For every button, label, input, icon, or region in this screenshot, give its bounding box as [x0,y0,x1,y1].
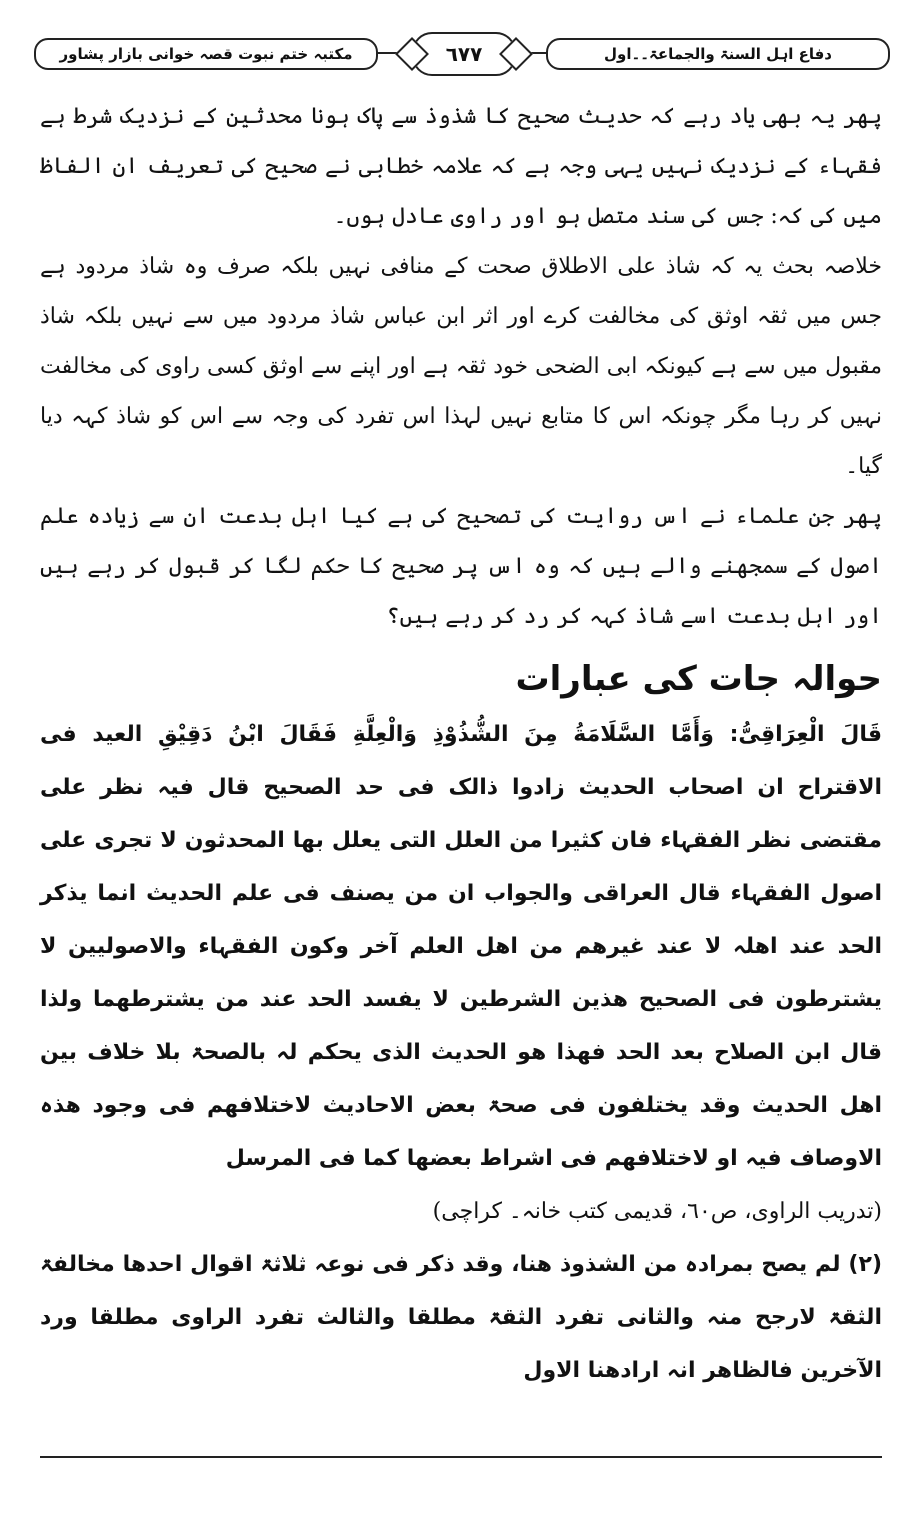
page-number-badge [412,32,516,76]
paragraph-sharth-shudhudh: پھر یہ بھی یاد رہے کہ حدیث صحیح کا شذوذ سے پاک ہونا محدثین کے نزدیک شرط ہے فقہاء کے نزدیک نہیں یہی وجہ ہے کہ علامہ خطابی نے صحیح کی تعریف ان الفاظ میں کی کہ: جس کی سند متصل ہو اور راوی عادل ہوں۔ [40,104,882,229]
page-number: ٦٧٧ [445,42,483,66]
page-header [34,32,890,82]
arabic-quote-iraqi: قَالَ الْعِرَاقِیُّ: وَأَمَّا السَّلَامَةُ مِنَ الشُّذُوْذِ وَالْعِلَّةِ فَقَالَ ابْنُ دَقِیْقِ العید فی الاقتراح ان اصحاب الحدیث زادوا ذالک فی حد الصحیح قال فیہ نظر علی مقتضی نظر الفقہاء فان کثیرا من العلل التی یعلل بھا المحدثون لا تجری علی اصول الفقہاء قال العراقی والجواب ان من یصنف فی علم الحدیث انما یذکر الحد عند اھلہ لا عند غیرھم من اھل العلم آخر وکون الفقہاء والاصولیین لا یشترطون فی الصحیح ھذین الشرطین لا یفسد الحد عند من یشترطھما ولذا قال ابن الصلاح بعد الحد فھذا ھو الحدیث الذی یحکم لہ بالصحۃ بلا خلاف بین اھل الحدیث وقد یختلفون فی صحۃ بعض الاحادیث لاختلافھم فی وجود ھذہ الاوصاف فیہ او لاختلافھم فی اشراط بعضھا کما فی المرسل [40,722,882,1171]
book-title: دفاع اہل السنۃ والجماعۃ۔۔اول [546,38,890,70]
arabic-quote-shudhudh: (٢) لم یصح بمرادہ من الشذوذ ھنا، وقد ذکر فی نوعہ ثلاثۃ اقوال احدھا مخالفۃ الثقۃ لارجح منہ والثانی تفرد الثقۃ مطلقا والثالث تفرد الراوی مطلقا ورد الآخرین فالظاھر انہ ارادھنا الاول [40,1252,882,1383]
footer-rule [40,1456,882,1458]
paragraph-ulama-tasheeh: پھر جن علماء نے اس روایت کی تصحیح کی ہے کیا اہل بدعت ان سے زیادہ علم اصول کے سمجھنے والے ہیں کہ وہ اس پر صحیح کا حکم لگا کر قبول کر رہے ہیں اور اہل بدعت اسے شاذ کہہ کر رد کر رہے ہیں؟ [40,504,882,629]
paragraph-khulasa-bahth: خلاصہ بحث یہ کہ شاذ علی الاطلاق صحت کے منافی نہیں بلکہ صرف وہ شاذ مردود ہے جس میں ثقہ اوثق کی مخالفت کرے اور اثر ابن عباس شاذ مردود میں سے نہیں بلکہ شاذ مقبول میں سے ہے کیونکہ ابی الضحی خود ثقہ ہے اور اپنے سے اوثق کسی راوی کی مخالفت نہیں کر رہا مگر چونکہ اس کا متابع نہیں لہذا اس تفرد کی وجہ سے اس کو شاذ کہہ دیا گیا۔ [40,254,882,479]
page-body [40,92,882,1397]
section-heading: حوالہ جات کی عبارات [515,659,882,699]
publisher-label: مکتبہ ختم نبوت قصہ خوانی بازار پشاور [34,38,378,70]
citation-tadreeb: (تدریب الراوی، ص٦٠، قدیمی کتب خانہ۔ کراچی) [432,1199,882,1224]
